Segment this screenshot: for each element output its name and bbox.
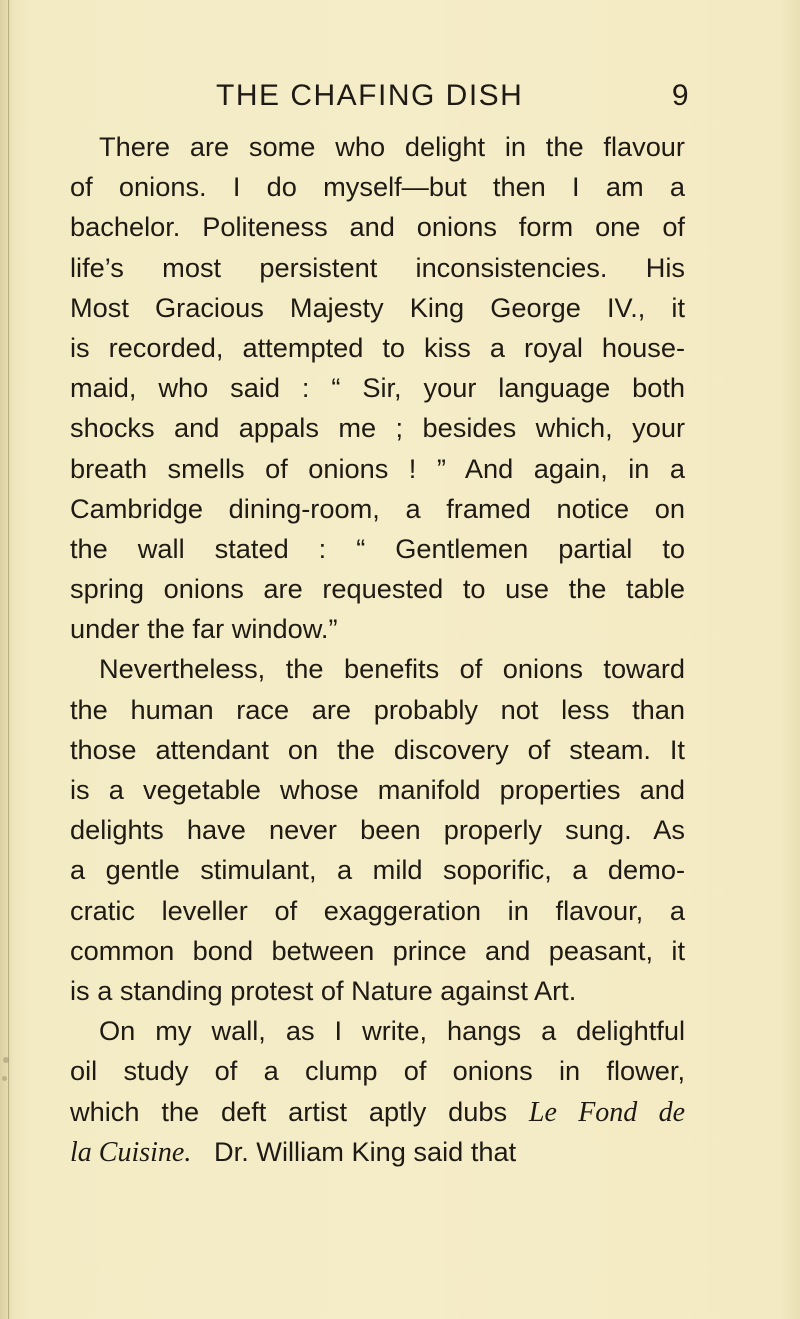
paper-speck (3, 1057, 9, 1063)
text-line: is a standing protest of Nature against Art. (70, 974, 577, 1006)
text-line (70, 1132, 685, 1172)
text-line: life’s most persistent inconsistencies. His (70, 251, 685, 283)
text-line: under the far window.” (70, 613, 338, 645)
page-edge-line (8, 0, 9, 1319)
text-line: of onions. I do myself—but then I am a (70, 171, 685, 203)
text-line: the human race are probably not less than (70, 693, 685, 725)
text-line-roman: which the deft artist aptly dubs (70, 1095, 508, 1127)
text-line: common bond between prince and peasant, it (70, 934, 685, 966)
text-line: the wall stated : “ Gentlemen partial to (70, 532, 685, 564)
book-title-italic: Le Fond de (528, 1096, 685, 1128)
text-line: Most Gracious Majesty King George IV., it (70, 291, 685, 323)
text-line: oil study of a clump of onions in flower, (70, 1055, 685, 1087)
text-line: breath smells of onions ! ” And again, in a (70, 452, 685, 484)
page-gutter (0, 0, 14, 1319)
text-line: bachelor. Politeness and onions form one of (70, 211, 685, 243)
text-line: a gentle stimulant, a mild soporific, a demo- (70, 854, 685, 886)
text-line: On my wall, as I write, hangs a delightful (99, 1015, 685, 1047)
paper-speck (2, 1076, 7, 1081)
text-line (70, 1092, 685, 1132)
text-line: is recorded, attempted to kiss a royal house- (70, 331, 685, 363)
running-head-title: THE CHAFING DISH (216, 79, 524, 112)
text-line: is a vegetable whose manifold properties and (70, 774, 685, 805)
text-line: shocks and appals me ; besides which, your (70, 412, 685, 444)
page-number: 9 (671, 79, 690, 112)
text-line: Cambridge dining-room, a framed notice on (70, 492, 685, 524)
text-line: maid, who said : “ Sir, your language both (70, 372, 685, 404)
body-text (70, 127, 685, 1172)
text-line: cratic leveller of exaggeration in flavour, a (70, 894, 685, 926)
book-title-italic: la Cuisine. (70, 1136, 192, 1168)
text-line: There are some who delight in the flavour (99, 131, 685, 162)
running-head (216, 76, 690, 116)
text-line-roman: Dr. William King said that (214, 1135, 517, 1167)
text-line: spring onions are requested to use the table (70, 573, 685, 605)
text-line: Nevertheless, the benefits of onions toward (99, 653, 685, 685)
text-line: delights have never been properly sung. As (70, 814, 685, 846)
text-line: those attendant on the discovery of steam. It (70, 733, 685, 765)
